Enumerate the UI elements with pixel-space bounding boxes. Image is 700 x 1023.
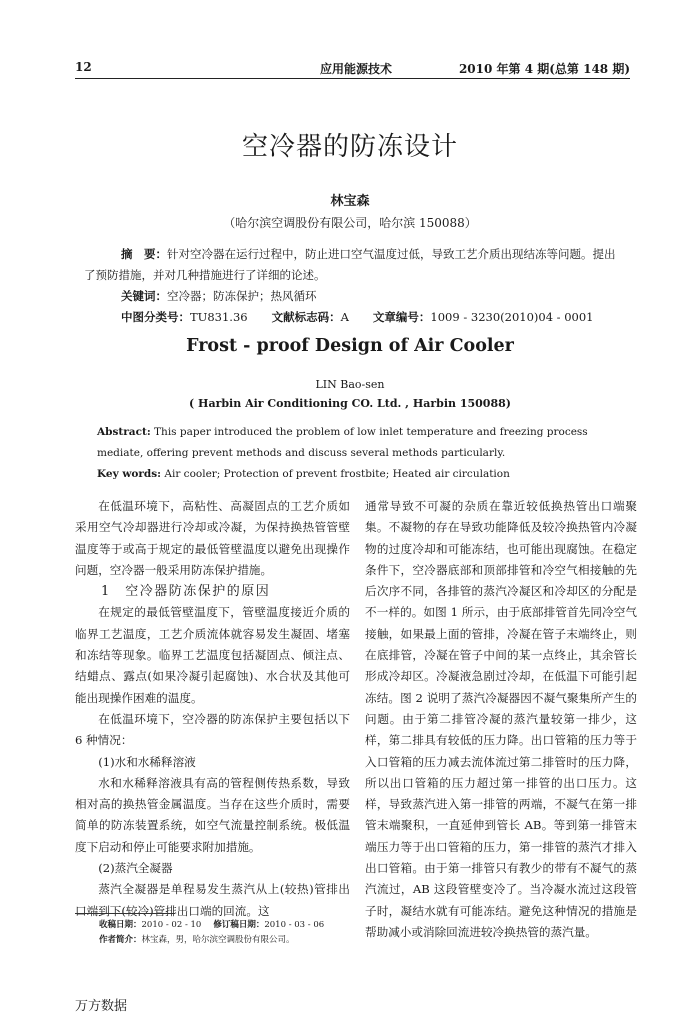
abstract-en-text: This paper introduced the problem of low inlet temperature and freezing process mediate, offering prevent methods and discuss several methods particularly.: [97, 426, 588, 459]
keywords-cn-label: 关键词：: [121, 289, 167, 303]
keywords-en: [97, 464, 612, 485]
body-column-left: [75, 496, 350, 922]
footnote-author: [99, 933, 359, 948]
section-heading: 1 空冷器防冻保护的原因: [101, 584, 271, 600]
keywords-en-label: Key words:: [97, 468, 162, 480]
abstract-chinese: [84, 244, 624, 328]
received-date: 2010 - 02 - 10: [141, 920, 202, 930]
title-chinese: 空冷器的防冻设计: [241, 132, 458, 162]
issue-info: 2010 年第 4 期(总第 148 期): [458, 62, 630, 76]
paragraph: 通常导致不可凝的杂质在靠近较低换热管出口端聚集。不凝物的存在导致功能降低及较冷换热管内冷凝物的过度冷却和可能冻结，也可能出现腐蚀。在稳定条件下，空冷器底部和顶部排管和冷空气相接触的先后次序不同，各排管的蒸汽冷凝区和冷却区的分配是不一样的。如图 1 所示，由于底部排管首先同冷空气接触，如果最上面的管排，冷凝在管子末端终止，则在底排管，冷凝在管子中间的某一点终止，其余管长形成冷却区。冷凝液急剧过冷却，在低温下可能引起冻结。图 2 说明了蒸汽冷凝器因不凝气聚集所产生的问题。由于第二排管冷凝的蒸汽量较第一排少，这样，第二排具有较低的压力降。出口管箱的压力等于入口管箱的压力减去流体流过第二排管时的压力降，所以出口管箱的压力超过第一排管的出口压力。这样，导致蒸汽进入第一排管的两端，不凝气在第一排管末端聚积，一直延伸到管长 AB。等到第一排管末端压力等于出口管箱的压力，第一排管的蒸汽才排入出口管箱。由于第一排管只有教少的带有不凝气的蒸汽流过，AB 这段管壁变冷了。当冷凝水流过这段管子时，凝结水就有可能冻结。避免这种情况的措施是帮助减小或消除回流进较冷换热管的蒸汽量。: [365, 499, 637, 939]
abstract-en-label: Abstract:: [97, 426, 151, 438]
subsection-heading: (2)蒸汽全凝器: [98, 861, 173, 876]
keywords-cn: [84, 286, 624, 307]
title-english: Frost - proof Design of Air Cooler: [186, 336, 514, 356]
footnote-rule: [75, 913, 175, 914]
doc-code-label: 文献标志码：: [271, 310, 341, 324]
watermark: 万方数据: [75, 999, 128, 1014]
author-chinese: 林宝森: [330, 194, 370, 209]
footnote-dates: [99, 918, 359, 933]
abstract-english: [97, 422, 612, 485]
keywords-cn-text: 空冷器；防冻保护；热风循环: [167, 289, 317, 303]
page-number: 12: [75, 60, 92, 74]
author-english: LIN Bao-sen: [315, 378, 385, 391]
classification-line: [84, 307, 624, 328]
revised-label: 修订稿日期：: [213, 920, 265, 930]
clc-value: TU831.36: [190, 310, 248, 324]
clc-label: 中图分类号：: [121, 310, 190, 324]
footnote: [99, 918, 359, 948]
article-no-label: 文章编号：: [372, 310, 431, 324]
affiliation-chinese: （哈尔滨空调股份有限公司，哈尔滨 150088）: [223, 216, 477, 230]
author-bio-label: 作者简介：: [99, 935, 142, 945]
abstract-cn-text: 针对空冷器在运行过程中，防止进口空气温度过低，导致工艺介质出现结冻等问题。提出了预防措施，并对几种措施进行了详细的论述。: [84, 247, 616, 282]
paragraph: 水和水稀释溶液具有高的管程侧传热系数，导致相对高的换热管金属温度。当存在这些介质时，需要简单的防冻装置系统，如空气流量控制系统。极低温度下启动和停止可能要求附加措施。: [75, 775, 350, 854]
paragraph: 在低温环境下，高粘性、高凝固点的工艺介质如采用空气冷却器进行冷却或冷凝，为保持换热管管壁温度等于或高于规定的最低管壁温度以避免出现操作问题，空冷器一般采用防冻保护措施。: [75, 499, 350, 577]
article-no-value: 1009 - 3230(2010)04 - 0001: [430, 310, 594, 324]
affiliation-english: ( Harbin Air Conditioning CO. Ltd. , Harbin 150088): [189, 397, 511, 410]
abstract-cn-body: [84, 244, 624, 286]
body-column-right: [365, 496, 637, 943]
header-rule: [75, 78, 630, 79]
paragraph: 蒸汽全凝器是单程易发生蒸汽从上(较热)管排出口端到下(较冷)管排出口端的回流。这: [75, 882, 350, 918]
doc-code-value: A: [340, 310, 349, 324]
running-header: [75, 58, 630, 78]
journal-name: 应用能源技术: [320, 62, 393, 76]
subsection-heading: (1)水和水稀释溶液: [98, 754, 196, 769]
abstract-en-body: [97, 422, 612, 464]
paragraph: 在低温环境下，空冷器的防冻保护主要包括以下 6 种情况：: [75, 711, 350, 748]
author-bio: 林宝森，男，哈尔滨空调股份有限公司。: [141, 935, 295, 945]
revised-date: 2010 - 03 - 06: [264, 920, 325, 930]
abstract-cn-label: 摘 要：: [121, 247, 167, 261]
keywords-en-text: Air cooler; Protection of prevent frostbite; Heated air circulation: [161, 468, 510, 480]
received-label: 收稿日期：: [99, 920, 142, 930]
paragraph: 在规定的最低管壁温度下，管壁温度接近介质的临界工艺温度，工艺介质流体就容易发生凝固、堵塞和冻结等现象。临界工艺温度包括凝固点、倾注点、结蜡点、露点(如果冷凝引起腐蚀)、水合状及其他可能出现操作困难的温度。: [75, 605, 350, 705]
